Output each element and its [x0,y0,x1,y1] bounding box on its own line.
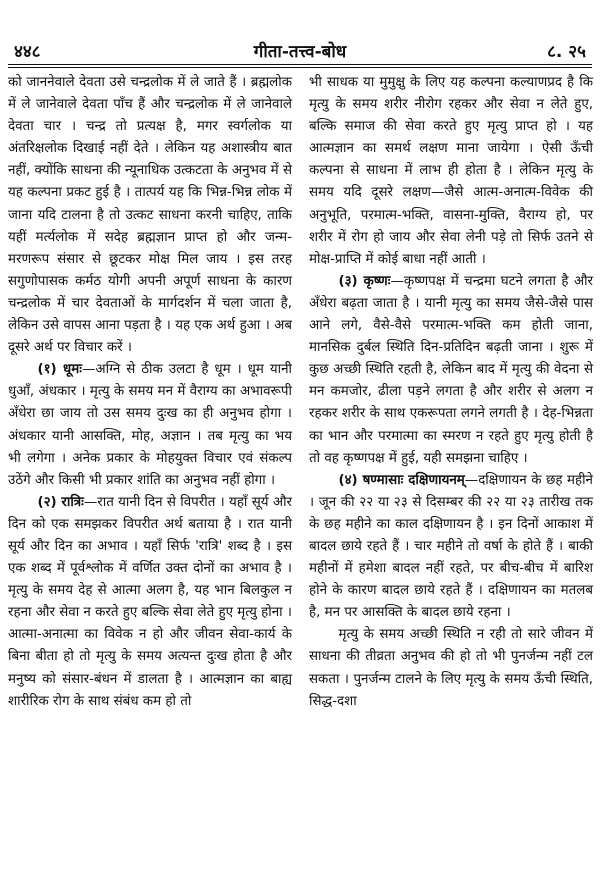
section-heading: (४) षण्मासाः दक्षिणायनम् [338,472,465,488]
paragraph-krishna [309,271,593,470]
right-column [309,72,593,713]
section-heading: (१) धूमः [37,362,82,378]
paragraph-dhuma [8,359,292,492]
left-column [8,72,292,713]
verse-reference: ८. २५ [547,41,586,62]
book-title: गीता-तत्त्व-बोध [253,41,347,62]
paragraph: भी साधक या मुमुक्षु के लिए यह कल्पना कल्याणप्रद है कि मृत्यु के समय शरीर नीरोग रहकर और सेवा न लेते हुए, बल्कि समाज की सेवा करते हुए मृत्यु प्राप्त हो । यह आत्मज्ञान का समर्थ लक्षण माना जायेगा । ऐसी ऊँची कल्पना से साधना में लाभ ही होता है । लेकिन मृत्यु के समय यदि दूसरे लक्षण—जैसे आत्म-अनात्म-विवेक की अनुभूति, परमात्म-भक्ति, वासना-मुक्ति, वैराग्य हो, पर शरीर में रोग हो जाय और सेवा लेनी पड़े तो सिर्फ उतने से मोक्ष-प्राप्ति में कोई बाधा नहीं आती । [309,75,593,267]
paragraph-text: —दक्षिणायन के छह महीने । जून की २२ या २३ से दिसम्बर की २२ या २३ तारीख तक के छह महीने का काल दक्षिणायन है । इन दिनों आकाश में बादल छाये रहते हैं । चार महीने तो वर्षा के होते हैं । बाकी महीनों में हमेशा बादल नहीं रहते, पर बीच-बीच में बारिश होने के कारण बादल छाये रहते हैं । दक्षिणायन का मतलब है, मन पर आसक्ति के बादल छाये रहना । [309,472,593,621]
paragraph: को जाननेवाले देवता उसे चन्द्रलोक में ले जाते हैं । ब्रह्मलोक में ले जानेवाले देवता पाँच हैं और चन्द्रलोक में ले जानेवाले देवता चार । चन्द्र तो प्रत्यक्ष है, मगर स्वर्गलोक या अंतरिक्षलोक दिखाई नहीं देते । लेकिन यह अशास्त्रीय बात नहीं, क्योंकि साधना की न्यूनाधिक उत्कटता के अनुभव में से यह कल्पना प्रकट हुई है । तात्पर्य यह कि भिन्न-भिन्न लोक में जाना यदि टालना है तो उत्कट साधना करनी चाहिए, ताकि यहीं मर्त्यलोक में सदेह ब्रह्मज्ञान प्राप्त हो और जन्म-मरणरूप संसार से छूटकर मोक्ष मिल जाय । इस तरह सगुणोपासक कर्मठ योगी अपनी अपूर्ण साधना के कारण चन्द्रलोक में चार देवताओं के मार्गदर्शन में चला जाता है, लेकिन उसे वापस आना पड़ता है । यह एक अर्थ हुआ । अब दूसरे अर्थ पर विचार करें । [8,75,292,356]
paragraph-dakshinayan [309,470,593,625]
header-rule-bottom [8,67,592,68]
paragraph-text: —कृष्णपक्ष में चन्द्रमा घटने लगता है और अँधेरा बढ़ता जाता है । यानी मृत्यु का समय जैसे-जैसे पास आने लगे, वैसे-वैसे परमात्म-भक्ति कम होती जाना, मानसिक दुर्बल स्थिति दिन-प्रतिदिन बढ़ती जाना । शुरू में कुछ अच्छी स्थिति रहती है, लेकिन बाद में मृत्यु की वेदना से मन कमजोर, ढीला पड़ने लगता है और शरीर से अलग न रहकर शरीर के साथ एकरूपता लगने लगती है । देह-भिन्नता का भान और परमात्मा का स्मरण न रहते हुए मृत्यु होती है तो वह कृष्णपक्ष में हुई, यही समझना चाहिए । [309,273,593,466]
paragraph-text: —अग्नि से ठीक उलटा है धूम । धूम यानी धुआँ, अंधकार । मृत्यु के समय मन में वैराग्य का अभावरूपी अँधेरा छा जाय तो उस समय दुःख का ही अनुभव होगा । अंधकार यानी आसक्ति, मोह, अज्ञान । तब मृत्यु का भय भी लगेगा । अनेक प्रकार के मोहयुक्त विचार एवं संकल्प उठेंगे और किसी भी प्रकार शांति का अनुभव नहीं होगा । [8,362,293,488]
paragraph: मृत्यु के समय अच्छी स्थिति न रही तो सारे जीवन में साधना की तीव्रता अनुभव की हो तो भी पुनर्जन्म नहीं टल सकता । पुनर्जन्म टालने के लिए मृत्यु के समय ऊँची स्थिति, सिद्ध-दशा [309,627,593,709]
section-heading: (२) रात्रिः [37,494,84,510]
header-rule-top [8,64,592,65]
paragraph-text: —रात यानी दिन से विपरीत । यहाँ सूर्य और दिन को एक समझकर विपरीत अर्थ बताया है । रात यानी सूर्य और दिन का अभाव । यहाँ सिर्फ 'रात्रि' शब्द है । इस एक शब्द में पूर्वश्लोक में वर्णित उक्त दोनों का अभाव है । मृत्यु के समय देह से आत्मा अलग है, यह भान बिलकुल न रहना और सेवा न करते हुए बल्कि सेवा लेते हुए मृत्यु होना । आत्मा-अनात्मा का विवेक न हो और जीवन सेवा-कार्य के बिना बीता हो तो मृत्यु के समय अत्यन्त दुःख होता है और मनुष्य को संसार-बंधन में डालता है । आत्मज्ञान का बाह्य शारीरिक रोग के साथ संबंध कम हो तो [8,494,292,709]
paragraph-ratri [8,492,292,713]
section-heading: (३) कृष्णः [338,273,391,289]
page-number: ४४८ [14,41,41,62]
page-header [8,36,592,64]
